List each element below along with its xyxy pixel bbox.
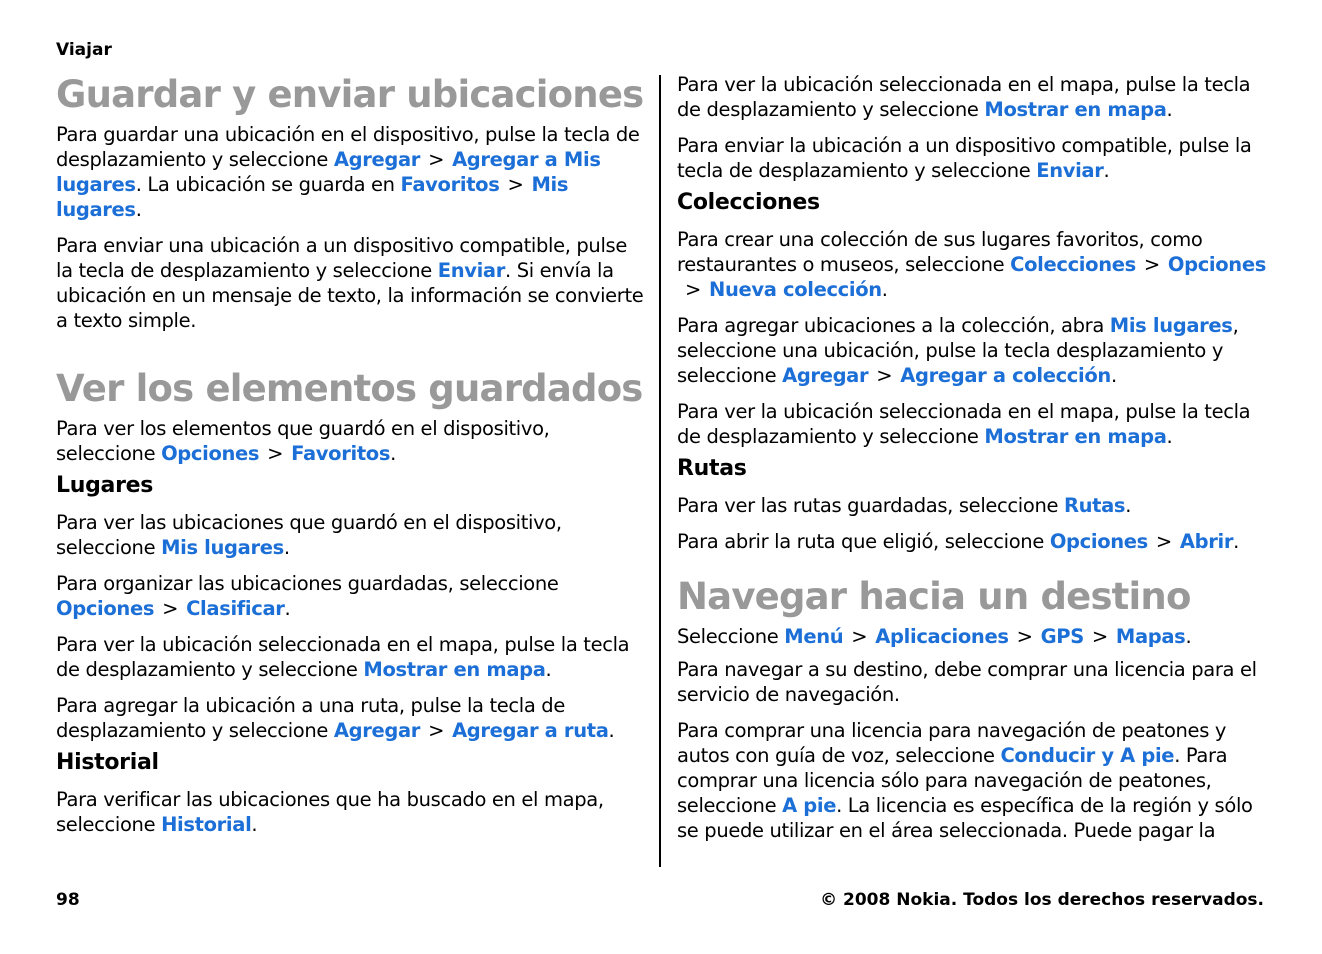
paragraph: Para abrir la ruta que eligió, seleccione Opciones>Abrir. bbox=[677, 530, 1239, 553]
heading-guardar-enviar: Guardar y enviar ubicaciones bbox=[56, 73, 644, 116]
paragraph: Para guardar una ubicación en el dispositivo, pulse la tecla de desplazamiento y seleccione Agregar>Agregar a Mis lugares. La ubicación se guarda en Favoritos>Mis lugares. bbox=[56, 123, 640, 221]
path-separator: > bbox=[1091, 625, 1108, 648]
menu-path-gps: GPS bbox=[1040, 625, 1084, 648]
menu-path-mis-lugares: Mis lugares bbox=[56, 173, 569, 221]
paragraph: Para agregar ubicaciones a la colección, abra Mis lugares, seleccione una ubicación, pulse la tecla desplazamiento y seleccione Agregar>Agregar a colección. bbox=[677, 314, 1239, 387]
paragraph: Para ver la ubicación seleccionada en el mapa, pulse la tecla de desplazamiento y seleccione Mostrar en mapa. bbox=[56, 633, 630, 681]
right-column bbox=[677, 72, 1269, 854]
path-separator: > bbox=[507, 173, 524, 196]
paragraph: Para crear una colección de sus lugares favoritos, como restaurantes o museos, seleccione Colecciones>Opciones>Nueva colección. bbox=[677, 228, 1266, 301]
menu-path-mapas: Mapas bbox=[1115, 625, 1186, 648]
paragraph: Para verificar las ubicaciones que ha buscado en el mapa, seleccione Historial. bbox=[56, 788, 604, 836]
copyright: © 2008 Nokia. Todos los derechos reservados. bbox=[820, 890, 1264, 910]
paragraph: Para ver las ubicaciones que guardó en el dispositivo, seleccione Mis lugares. bbox=[56, 511, 562, 559]
menu-path-agregar-a-coleccion: Agregar a colección bbox=[900, 364, 1111, 387]
path-separator: > bbox=[428, 719, 445, 742]
menu-path-agregar-a-ruta: Agregar a ruta bbox=[452, 719, 609, 742]
menu-path-mostrar-en-mapa: Mostrar en mapa bbox=[984, 98, 1167, 121]
page-number: 98 bbox=[56, 890, 80, 910]
left-column bbox=[56, 72, 648, 848]
menu-path-favoritos: Favoritos bbox=[400, 173, 500, 196]
paragraph: Para enviar la ubicación a un dispositivo compatible, pulse la tecla de desplazamiento y seleccione Enviar. bbox=[677, 134, 1252, 182]
paragraph: Para enviar una ubicación a un dispositivo compatible, pulse la tecla de desplazamiento y seleccione Enviar. Si envía la ubicación en un mensaje de texto, la información se convierte a texto simple. bbox=[56, 234, 644, 332]
paragraph: Para organizar las ubicaciones guardadas, seleccione Opciones>Clasificar. bbox=[56, 572, 559, 620]
paragraph: Para navegar a su destino, debe comprar una licencia para el servicio de navegación. bbox=[677, 658, 1257, 706]
menu-path-opciones: Opciones bbox=[161, 442, 260, 465]
menu-path-opciones: Opciones bbox=[56, 597, 155, 620]
menu-path-colecciones: Colecciones bbox=[1010, 253, 1136, 276]
paragraph: Para agregar la ubicación a una ruta, pulse la tecla de desplazamiento y seleccione Agregar>Agregar a ruta. bbox=[56, 694, 615, 742]
menu-path-menu: Menú bbox=[784, 625, 844, 648]
menu-path-mostrar-en-mapa: Mostrar en mapa bbox=[984, 425, 1167, 448]
menu-path-clasificar: Clasificar bbox=[186, 597, 285, 620]
menu-path-opciones: Opciones bbox=[1049, 530, 1148, 553]
path-separator: > bbox=[1143, 253, 1160, 276]
column-divider bbox=[659, 75, 661, 867]
menu-path-a-pie: A pie bbox=[782, 794, 837, 817]
heading-navegar: Navegar hacia un destino bbox=[677, 575, 1191, 618]
paragraph: Para ver la ubicación seleccionada en el mapa, pulse la tecla de desplazamiento y seleccione Mostrar en mapa. bbox=[677, 73, 1251, 121]
menu-path-aplicaciones: Aplicaciones bbox=[875, 625, 1009, 648]
menu-path-rutas: Rutas bbox=[1063, 494, 1126, 517]
heading-historial: Historial bbox=[56, 750, 159, 775]
path-separator: > bbox=[162, 597, 179, 620]
path-separator: > bbox=[428, 148, 445, 171]
path-separator: > bbox=[1016, 625, 1033, 648]
heading-colecciones: Colecciones bbox=[677, 190, 820, 215]
path-separator: > bbox=[267, 442, 284, 465]
path-separator: > bbox=[1155, 530, 1172, 553]
menu-path-agregar: Agregar bbox=[333, 719, 421, 742]
menu-path-mostrar-en-mapa: Mostrar en mapa bbox=[363, 658, 546, 681]
menu-path-enviar: Enviar bbox=[1036, 159, 1104, 182]
menu-path-opciones: Opciones bbox=[1167, 253, 1266, 276]
menu-path-favoritos: Favoritos bbox=[291, 442, 391, 465]
heading-lugares: Lugares bbox=[56, 473, 154, 498]
menu-path-agregar: Agregar bbox=[782, 364, 869, 387]
heading-ver-elementos: Ver los elementos guardados bbox=[56, 367, 643, 410]
paragraph: Para ver las rutas guardadas, seleccione Rutas. bbox=[677, 494, 1132, 517]
paragraph: Seleccione Menú>Aplicaciones>GPS>Mapas. bbox=[677, 625, 1192, 648]
paragraph: Para comprar una licencia para navegación de peatones y autos con guía de voz, seleccione Conducir y A pie. Para comprar una licencia sólo para navegación de peatones, seleccione A pie. La licencia es específica de la región y sólo se puede utilizar en el área seleccionada. Puede pagar la bbox=[677, 719, 1253, 842]
path-separator: > bbox=[685, 278, 701, 301]
path-separator: > bbox=[851, 625, 868, 648]
menu-path-historial: Historial bbox=[161, 813, 252, 836]
menu-path-abrir: Abrir bbox=[1179, 530, 1234, 553]
heading-rutas: Rutas bbox=[677, 456, 747, 481]
menu-path-conducir-y-a-pie: Conducir y A pie bbox=[1000, 744, 1175, 767]
paragraph: Para ver los elementos que guardó en el dispositivo, seleccione Opciones>Favoritos. bbox=[56, 417, 550, 465]
menu-path-enviar: Enviar bbox=[437, 259, 506, 282]
menu-path-mis-lugares: Mis lugares bbox=[161, 536, 284, 559]
menu-path-mis-lugares: Mis lugares bbox=[1109, 314, 1233, 337]
paragraph: Para ver la ubicación seleccionada en el mapa, pulse la tecla de desplazamiento y seleccione Mostrar en mapa. bbox=[677, 400, 1251, 448]
menu-path-agregar-a-mis-lugares: Agregar a Mis lugares bbox=[56, 148, 601, 196]
section-label: Viajar bbox=[56, 40, 112, 60]
menu-path-agregar: Agregar bbox=[333, 148, 421, 171]
menu-path-nueva-coleccion: Nueva colección bbox=[709, 278, 882, 301]
path-separator: > bbox=[876, 364, 893, 387]
